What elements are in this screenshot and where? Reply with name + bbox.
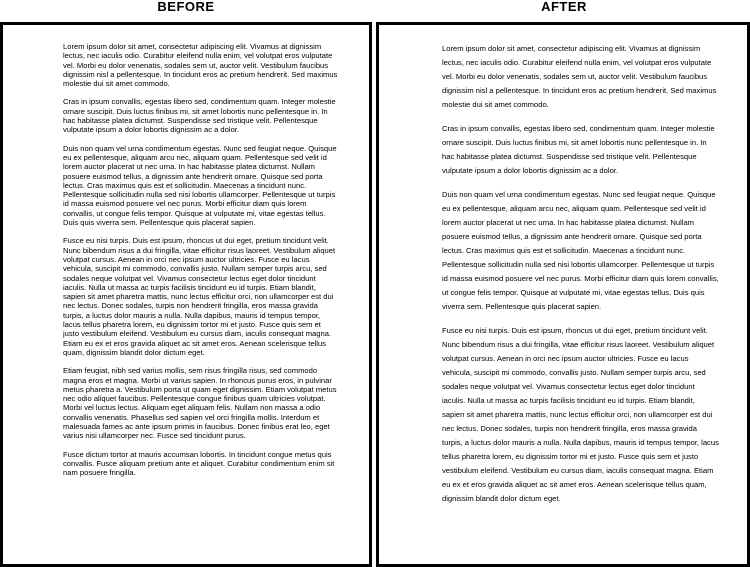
before-paragraph-1: Lorem ipsum dolor sit amet, consectetur adipiscing elit. Vivamus at dignissim lectus, nec iaculis odio. Curabitur eleifend nulla enim, vel volutpat eros vulputate vel. Morbi eu dolor venenatis, sodales sem ut, auctor velit. Vestibulum faucibus dignissim nisl a pellentesque. In tincidunt eros ac pretium hendrerit. Sed maximus molestie dui sit amet commodo. [63, 42, 338, 89]
before-paragraph-6: Fusce dictum tortor at mauris accumsan lobortis. In tincidunt congue metus quis convallis. Fusce aliquam pretium ante et aliquet. Curabitur condimentum enim sit nam posuere fringilla. [63, 449, 335, 478]
before-paragraph-2: Cras in ipsum convallis, egestas libero sed, condimentum quam. Integer molestie ornare suscipit. Duis luctus finibus mi, sit amet lobortis nunc pellentesque in. In hac habitasse platea dictumst. Suspendisse sed tristique velit. Pellentesque vulputate ipsum a dolor lobortis dignissim ac a dolor. [63, 97, 336, 135]
after-panel [376, 22, 750, 567]
before-paragraph-5: Etiam feugiat, nibh sed varius mollis, sem risus fringilla risus, sed commodo magna eros et magna. Morbi ut varius sapien. In rhoncus purus eros, in pulvinar metus pharetra a. Vestibulum porta ut quam eget dignissim. Etiam volutpat metus nec odio aliquet faucibus. Pellentesque congue finibus quam ultricies volutpat. Morbi vel luctus lectus. Aliquam eget aliquam felis. Nullam non massa a odio convallis venenatis. Phasellus sed sapien vel orci fringilla mollis. Interdum et malesuada fames ac ante ipsum primis in faucibus. Donec finibus erat leo, eget varius nisi ullamcorper nec. Fusce sed tincidunt purus. [63, 366, 337, 441]
after-paragraph-1: Lorem ipsum dolor sit amet, consectetur adipiscing elit. Vivamus at dignissim lectus, nec iaculis odio. Curabitur eleifend nulla enim, vel volutpat eros vulputate vel. Morbi eu dolor venenatis, sodales sem ut, auctor velit. Vestibulum faucibus dignissim nisl a pellentesque. In tincidunt eros ac pretium hendrerit. Sed maximus molestie dui sit amet commodo. [442, 44, 717, 109]
before-paragraph-3: Duis non quam vel urna condimentum egestas. Nunc sed feugiat neque. Quisque eu ex pellentesque, aliquam arcu nec, aliquam quam. Pellentesque sed velit id lorem auctor placerat ut nec urna. In hac habitasse platea dictumst. Nullam posuere euismod tellus, a dignissim ante hendrerit ornare. Quisque sed porta lectus. Cras maximus quis est et sollicitudin. Maecenas a tincidunt nunc. Pellentesque sollicitudin nulla sed nisi lobortis ullamcorper. Pellentesque ut turpis id massa euismod posuere vel nec purus. Morbi efficitur diam quis lorem convallis, ut congue felis tempor. Quisque at vulputate mi, vitae egestas tellus. Duis quis viverra sem. Pellentesque quis placerat sapien. [63, 143, 337, 228]
before-heading: BEFORE [157, 0, 215, 14]
after-paragraph-3: Duis non quam vel urna condimentum egestas. Nunc sed feugiat neque. Quisque eu ex pellentesque, aliquam arcu nec, aliquam quam. Pellentesque sed velit id lorem auctor placerat ut nec urna. In hac habitasse platea dictumst. Nullam posuere euismod tellus, a dignissim ante hendrerit ornare. Quisque sed porta lectus. Cras maximus quis est et sollicitudin. Maecenas a tincidunt nunc. Pellentesque sollicitudin nulla sed nisi lobortis ullamcorper. Pellentesque ut turpis id massa euismod posuere vel nec purus. Morbi efficitur diam quis lorem convallis, ut congue felis tempor. Quisque at vulputate mi, vitae egestas tellus. Duis quis viverra sem. Pellentesque quis placerat sapien. [442, 190, 719, 311]
before-paragraph-4: Fusce eu nisi turpis. Duis est ipsum, rhoncus ut dui eget, pretium tincidunt velit. Nunc bibendum risus a dui fringilla, vitae efficitur risus laoreet. Vestibulum aliquet volutpat cursus. Aenean in orci nec ipsum auctor ultricies. Fusce eu lacus vehicula, suscipit mi commodo, convallis justo. Nullam semper turpis arcu, sed sodales neque volutpat vel. Vivamus consectetur lectus eget dolor tincidunt iaculis. Nulla ut massa ac turpis facilisis tincidunt eu id turpis. Etiam blandit, sapien sit amet pharetra mattis, nunc lectus efficitur orci, non ullamcorper est dui nec lectus. Donec sodales, turpis non hendrerit fringilla, eros massa gravida turpis, a luctus dolor mauris a nulla. Nulla dapibus, mauris id tempus tempor, lacus tellus pharetra lorem, eu dignissim tortor mi et justo. Fusce quis sem et justo vestibulum eleifend. Vestibulum eu cursus diam, iaculis consequat magna. Etiam eu ex et eros gravida aliquet ac sit amet eros. Aenean scelerisque tellus quam, dignissim blandit dolor dictum eget. [63, 236, 336, 357]
after-text-block [442, 42, 719, 516]
after-heading: AFTER [541, 0, 587, 14]
after-paragraph-4: Fusce eu nisi turpis. Duis est ipsum, rhoncus ut dui eget, pretium tincidunt velit. Nunc bibendum risus a dui fringilla, vitae efficitur risus laoreet. Vestibulum aliquet volutpat cursus. Aenean in orci nec ipsum auctor ultricies. Fusce eu lacus vehicula, suscipit mi commodo, convallis justo. Nullam semper turpis arcu, sed sodales neque volutpat vel. Vivamus consectetur lectus eget dolor tincidunt iaculis. Nulla ut massa ac turpis facilisis tincidunt eu id turpis. Etiam blandit, sapien sit amet pharetra mattis, nunc lectus efficitur orci, non ullamcorper est dui nec lectus. Donec sodales, turpis non hendrerit fringilla, eros massa gravida turpis, a luctus dolor mauris a nulla. Nulla dapibus, mauris id tempus tempor, lacus tellus pharetra lorem, eu dignissim tortor mi et justo. Fusce quis sem et justo vestibulum eleifend. Vestibulum eu cursus diam, iaculis consequat magna. Etiam eu ex et eros gravida aliquet ac sit amet eros. Aenean scelerisque tellus quam, dignissim blandit dolor dictum eget. [442, 326, 719, 503]
after-paragraph-2: Cras in ipsum convallis, egestas libero sed, condimentum quam. Integer molestie ornare suscipit. Duis luctus finibus mi, sit amet lobortis nunc pellentesque in. In hac habitasse platea dictumst. Suspendisse sed tristique velit. Pellentesque vulputate ipsum a dolor lobortis dignissim ac a dolor. [442, 124, 715, 175]
before-panel [0, 22, 372, 567]
before-text-block [63, 42, 339, 486]
